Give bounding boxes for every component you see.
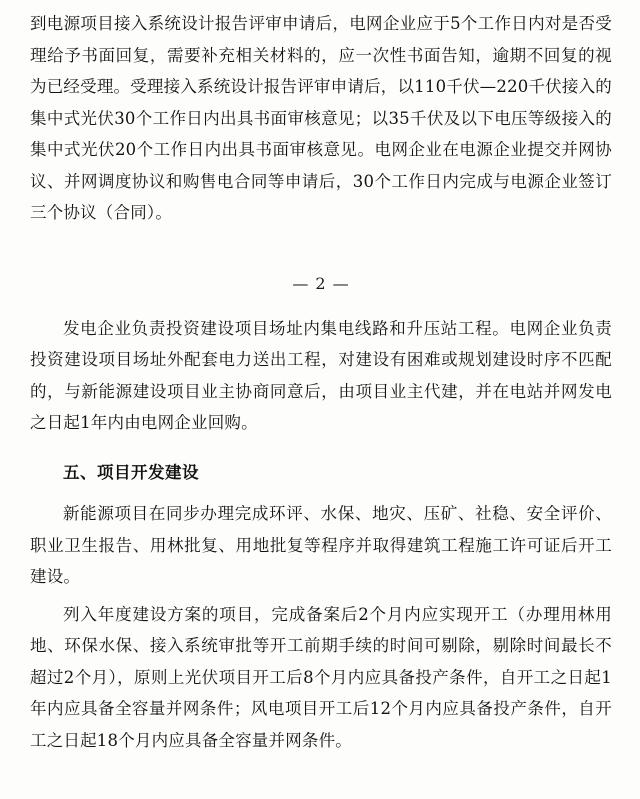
spacer [30, 439, 612, 445]
paragraph-2: 发电企业负责投资建设项目场址内集电线路和升压站工程。电网企业负责投资建设项目场址外配套电力送出工程，对建设有困难或规划建设时序不匹配的，与新能源建设项目业主协商同意后，由项目业主代建，并在电站并网发电之日起1年内由电网企业回购。 [30, 318, 612, 432]
paragraph-1: 到电源项目接入系统设计报告评审申请后，电网企业应于5个工作日内对是否受理给予书面回复，需要补充相关材料的，应一次性书面告知，逾期不回复的视为已经受理。受理接入系统设计报告评审申请后，以110千伏—220千伏接入的集中式光伏30个工作日内出具书面审核意见；以35千伏及以下电压等级接入的集中式光伏20个工作日内出具书面审核意见。电网企业在电源企业提交并网协议、并网调度协议和购售电合同等申请后，30个工作日内完成与电源企业签订三个协议（合同）。 [30, 14, 612, 222]
paragraph-5: 列入年度建设方案的项目，完成备案后2个月内应实现开工（办理用林用地、环保水保、接入系统审批等开工前期手续的时间可剔除，剔除时间最长不超过2个月），原则上光伏项目开工后8个月内应具备投产条件，自开工之日起1年内应具备全容量并网条件；风电项目开工后12个月内应具备投产条件，自开工之日起18个月内应具备全容量并网条件。 [30, 604, 612, 750]
paragraph-4: 新能源项目在同步办理完成环评、水保、地灾、压矿、社稳、安全评价、职业卫生报告、用林批复、用地批复等程序并取得建筑工程施工许可证后开工建设。 [30, 504, 612, 586]
section-heading-5: 五、项目开发建设 [63, 462, 199, 482]
page-number-marker: — 2 — [292, 273, 350, 293]
spacer [30, 229, 612, 247]
